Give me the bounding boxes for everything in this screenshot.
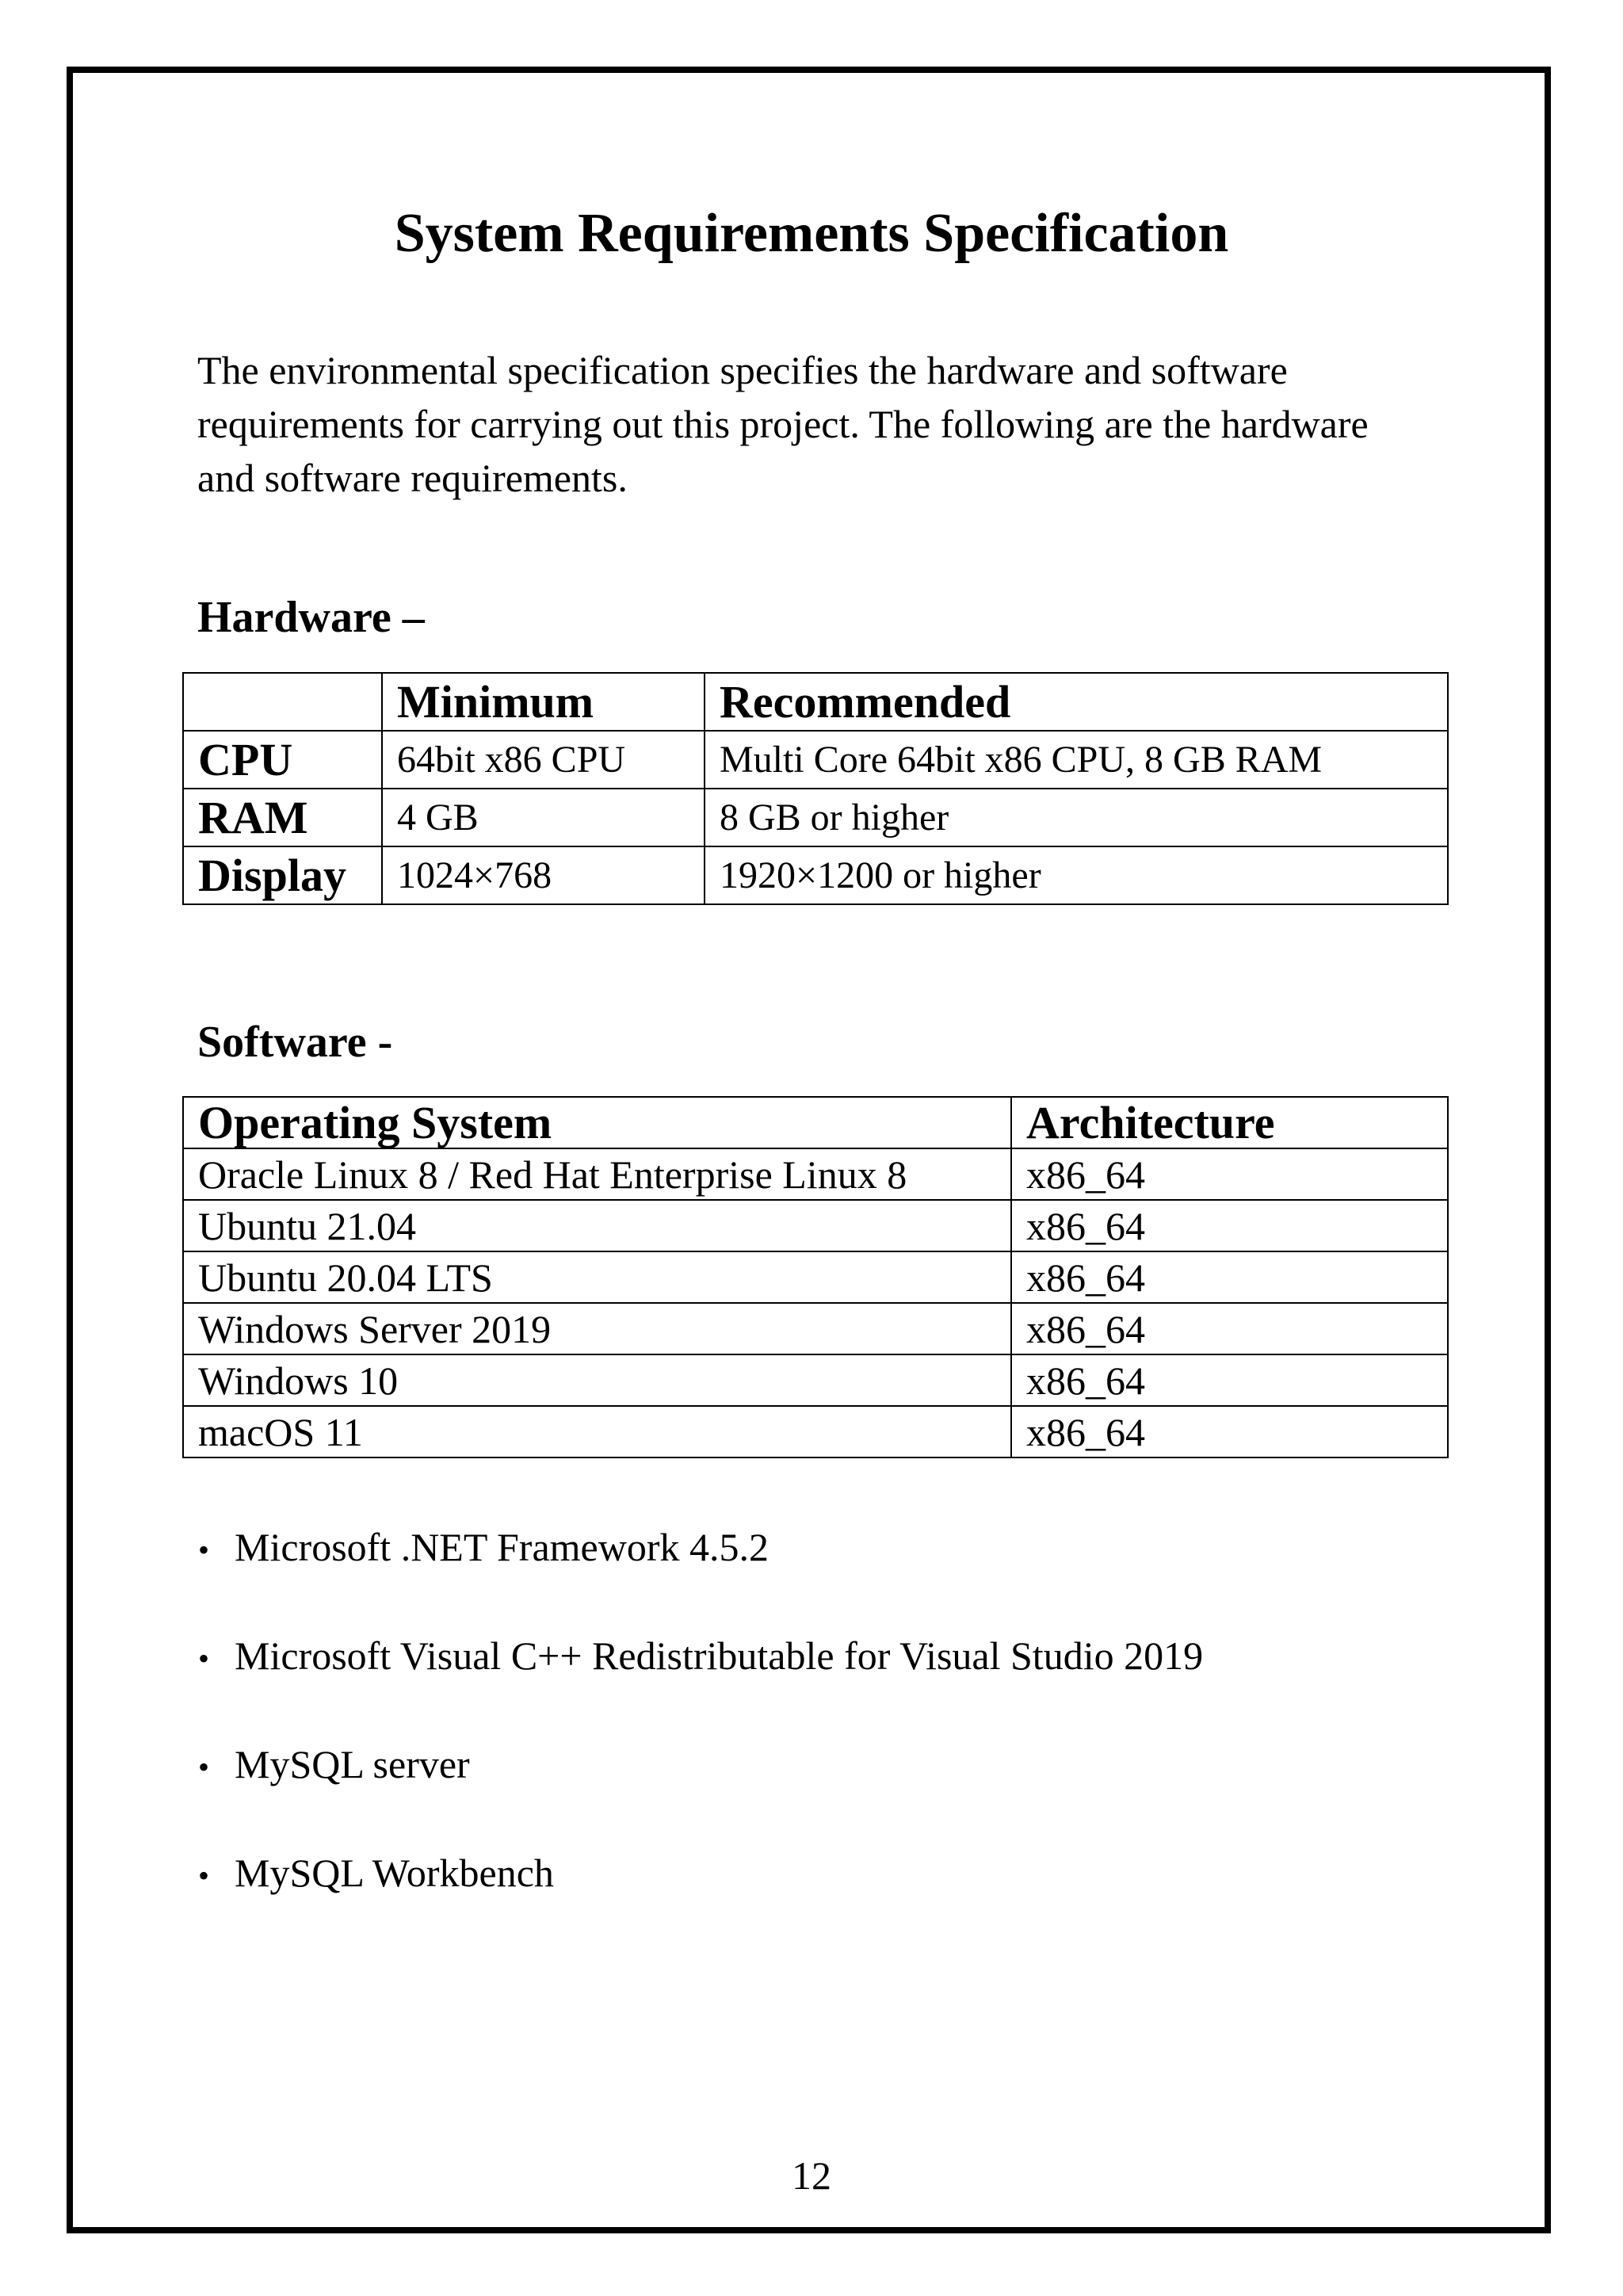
- software-requirements-list: [198, 1514, 1203, 1948]
- architecture-cell: x86_64: [1011, 1354, 1448, 1406]
- architecture-cell: x86_64: [1011, 1148, 1448, 1200]
- list-item-text: Microsoft .NET Framework 4.5.2: [235, 1525, 769, 1569]
- table-row: [183, 1303, 1448, 1354]
- table-row: [183, 1354, 1448, 1406]
- table-row: [183, 1406, 1448, 1457]
- hardware-minimum-cell: 1024×768: [382, 846, 705, 904]
- hardware-minimum-cell: 64bit x86 CPU: [382, 731, 705, 789]
- hardware-recommended-cell: 8 GB or higher: [705, 789, 1448, 846]
- os-cell: Ubuntu 20.04 LTS: [183, 1251, 1011, 1303]
- hardware-header-recommended: Recommended: [705, 673, 1448, 731]
- hardware-header-row: [183, 673, 1448, 731]
- list-item: [198, 1622, 1203, 1731]
- hardware-row-ram: [183, 789, 1448, 846]
- hardware-header-minimum: Minimum: [382, 673, 705, 731]
- hardware-table: [182, 672, 1449, 905]
- os-cell: Ubuntu 21.04: [183, 1200, 1011, 1251]
- os-cell: Windows Server 2019: [183, 1303, 1011, 1354]
- bullet-icon: •: [198, 1532, 210, 1568]
- list-item-text: MySQL Workbench: [235, 1851, 554, 1895]
- os-cell: macOS 11: [183, 1406, 1011, 1457]
- list-item-text: MySQL server: [235, 1742, 470, 1786]
- hardware-recommended-cell: 1920×1200 or higher: [705, 846, 1448, 904]
- architecture-cell: x86_64: [1011, 1406, 1448, 1457]
- software-table: [182, 1096, 1449, 1458]
- hardware-row-display: [183, 846, 1448, 904]
- page-title: System Requirements Specification: [394, 203, 1229, 264]
- bullet-icon: •: [198, 1858, 210, 1893]
- hardware-row-label: RAM: [183, 789, 382, 846]
- page-number: 12: [792, 2153, 831, 2198]
- list-item-text: Microsoft Visual C++ Redistributable for Visual Studio 2019: [235, 1633, 1204, 1678]
- hardware-row-label: CPU: [183, 731, 382, 789]
- hardware-header-blank: [183, 673, 382, 731]
- os-cell: Windows 10: [183, 1354, 1011, 1406]
- table-row: [183, 1251, 1448, 1303]
- hardware-minimum-cell: 4 GB: [382, 789, 705, 846]
- software-header-architecture: Architecture: [1011, 1097, 1448, 1148]
- list-item: [198, 1514, 1203, 1622]
- software-heading: Software -: [197, 1018, 393, 1067]
- hardware-row-label: Display: [183, 846, 382, 904]
- architecture-cell: x86_64: [1011, 1200, 1448, 1251]
- os-cell: Oracle Linux 8 / Red Hat Enterprise Linux 8: [183, 1148, 1011, 1200]
- hardware-recommended-cell: Multi Core 64bit x86 CPU, 8 GB RAM: [705, 731, 1448, 789]
- architecture-cell: x86_64: [1011, 1251, 1448, 1303]
- hardware-row-cpu: [183, 731, 1448, 789]
- table-row: [183, 1200, 1448, 1251]
- list-item: [198, 1839, 1203, 1948]
- architecture-cell: x86_64: [1011, 1303, 1448, 1354]
- list-item: [198, 1731, 1203, 1839]
- hardware-heading: Hardware –: [197, 593, 425, 642]
- table-row: [183, 1148, 1448, 1200]
- intro-paragraph: The environmental specification specifies the hardware and software requirements for carrying out this project. The following are the hardware and software requirements.: [197, 348, 1369, 500]
- bullet-icon: •: [198, 1749, 210, 1785]
- bullet-icon: •: [198, 1641, 210, 1676]
- software-header-row: [183, 1097, 1448, 1148]
- software-header-os: Operating System: [183, 1097, 1011, 1148]
